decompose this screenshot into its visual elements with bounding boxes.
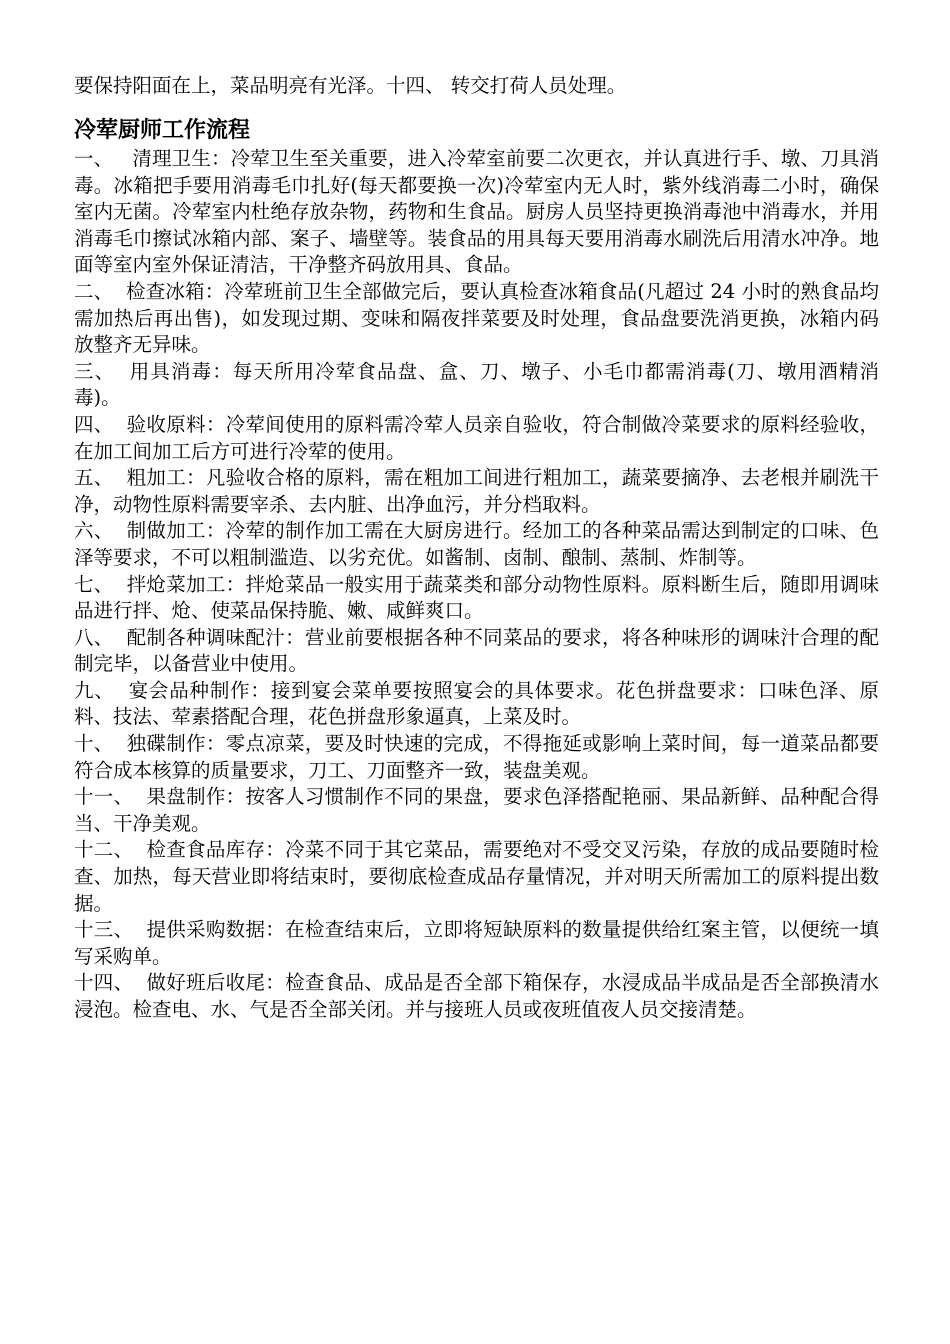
procedure-item-10 [74,731,879,784]
item-text: 配制各种调味配汁：营业前要根据各种不同菜品的要求，将各种味形的调味汁合理的配制完毕，以备营业中使用。 [74,625,879,676]
item-text: 验收原料：冷荤间使用的原料需冷荤人员亲自验收，符合制做冷菜要求的原料经验收，在加工间加工后方可进行冷荤的使用。 [74,412,879,463]
document-page [74,72,879,1024]
item-number: 七、 [74,572,127,596]
procedure-item-1 [74,146,879,279]
item-number: 一、 [74,147,133,170]
procedure-item-12 [74,837,879,917]
item-number: 十、 [74,732,127,756]
item-text: 果盘制作：按客人习惯制作不同的果盘，要求色泽搭配艳丽、果品新鲜、品种配合得当、干净美观。 [74,785,879,835]
item-text: 宴会品种制作：接到宴会菜单要按照宴会的具体要求。花色拼盘要求：口味色泽、原料、技法、荤素搭配合理，花色拼盘形象逼真，上菜及时。 [74,678,879,729]
procedure-item-5 [74,465,879,518]
item-text: 粗加工：凡验收合格的原料，需在粗加工间进行粗加工，蔬菜要摘净、去老根并刷洗干净，动物性原料需要宰杀、去内脏、出净血污，并分档取料。 [74,466,879,516]
item-number: 十三、 [74,918,147,942]
procedure-item-11 [74,784,879,837]
procedure-item-7 [74,572,879,625]
item-text: 制做加工：冷荤的制作加工需在大厨房进行。经加工的各种菜品需达到制定的口味、色泽等要求，不可以粗制滥造、以劣充优。如酱制、卤制、酿制、蒸制、炸制等。 [74,519,879,569]
item-text: 检查冰箱：冷荤班前卫生全部做完后，要认真检查冰箱食品(凡超过 24 小时的熟食品均需加热后再出售)，如发现过期、变味和隔夜拌菜要及时处理，食品盘要洗消更换，冰箱内码放整齐无异味。 [74,279,879,357]
item-number: 二、 [74,279,127,303]
carryover-paragraph: 要保持阳面在上，菜品明亮有光泽。十四、 转交打荷人员处理。 [74,74,627,97]
item-text: 独碟制作：零点凉菜，要及时快速的完成，不得拖延或影响上菜时间，每一道菜品都要符合成本核算的质量要求，刀工、刀面整齐一致，装盘美观。 [74,732,879,782]
procedure-list [74,146,879,1024]
item-number: 六、 [74,519,127,543]
procedure-item-8 [74,625,879,678]
item-number: 八、 [74,625,127,649]
procedure-item-2 [74,279,879,359]
item-number: 十四、 [74,971,147,995]
item-text: 用具消毒：每天所用冷荤食品盘、盒、刀、墩子、小毛巾都需消毒(刀、墩用酒精消毒)。 [74,359,879,410]
item-number: 九、 [74,678,129,702]
item-number: 五、 [74,466,127,490]
item-text: 做好班后收尾：检查食品、成品是否全部下箱保存，水浸成品半成品是否全部换清水浸泡。检查电、水、气是否全部关闭。并与接班人员或夜班值夜人员交接清楚。 [74,971,879,1021]
item-text: 提供采购数据：在检查结束后，立即将短缺原料的数量提供给红案主管，以便统一填写采购单。 [74,918,879,968]
item-number: 十二、 [74,838,147,862]
item-text: 检查食品库存：冷菜不同于其它菜品，需要绝对不受交叉污染，存放的成品要随时检查、加热，每天营业即将结束时，要彻底检查成品存量情况，并对明天所需加工的原料提出数据。 [74,838,879,915]
item-number: 三、 [74,359,130,383]
procedure-item-4 [74,412,879,465]
item-text: 拌炝菜加工：拌炝菜品一般实用于蔬菜类和部分动物性原料。原料断生后，随即用调味品进行拌、炝、使菜品保持脆、嫩、咸鲜爽口。 [74,572,879,623]
section-title: 冷荤厨师工作流程 [74,118,251,143]
item-number: 十一、 [74,785,147,809]
procedure-item-6 [74,518,879,571]
item-number: 四、 [74,412,127,436]
procedure-item-9 [74,678,879,731]
procedure-item-14 [74,970,879,1023]
item-text: 清理卫生：冷荤卫生至关重要，进入冷荤室前要二次更衣，并认真进行手、墩、刀具消毒。冰箱把手要用消毒毛巾扎好(每天都要换一次)冷荤室内无人时，紫外线消毒二小时，确保室内无菌。冷荤室内杜绝存放杂物，药物和生食品。厨房人员坚持更换消毒池中消毒水，并用消毒毛巾擦试冰箱内部、案子、墙壁等。装食品的用具每天要用消毒水刷洗后用清水冲净。地面等室内室外保证清洁，干净整齐码放用具、食品。 [74,147,879,277]
procedure-item-13 [74,917,879,970]
procedure-item-3 [74,359,879,412]
